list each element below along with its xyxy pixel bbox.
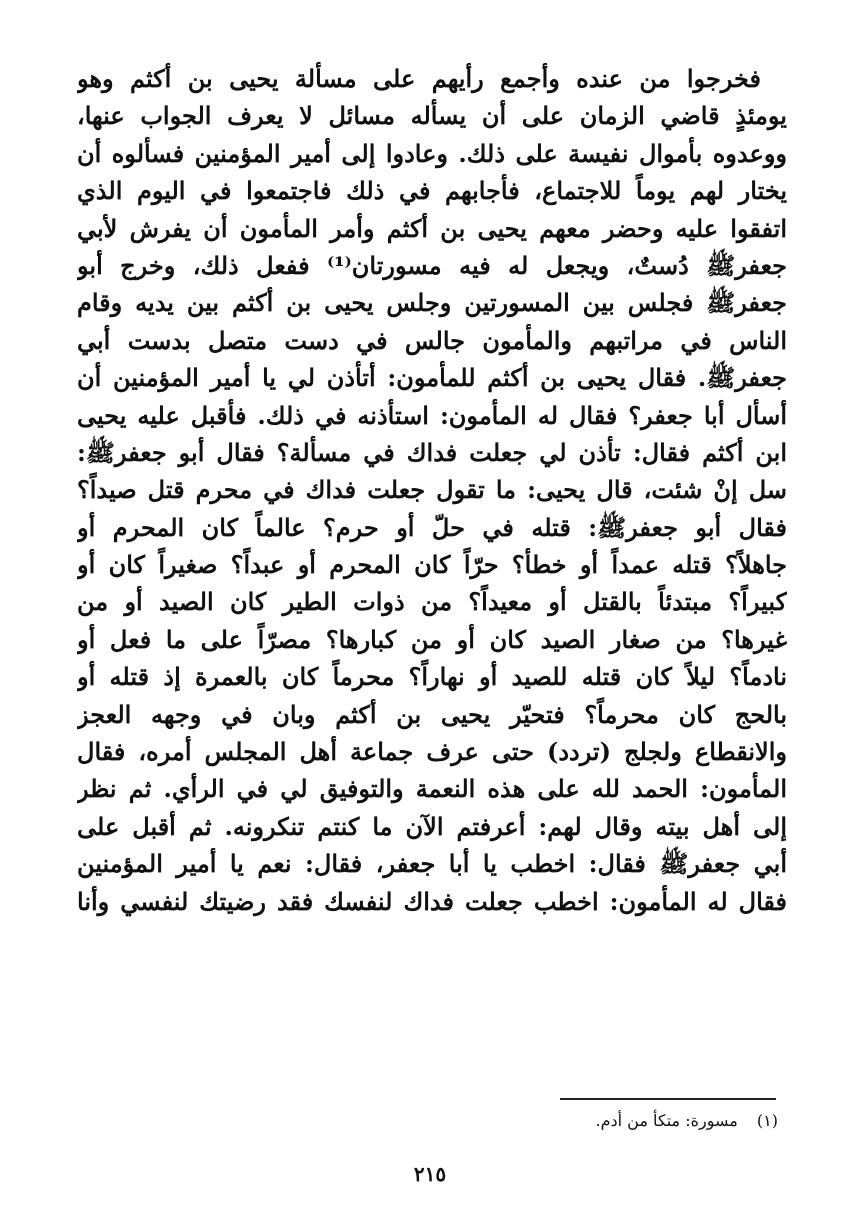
- text-line: الناس في مراتبهم والمأمون جالس في دست متصل بدست أبي: [77, 325, 787, 355]
- text-line: سل إنْ شئت، قال يحيى: ما تقول جعلت فداك في محرم قتل صيداً؟: [77, 475, 787, 505]
- text-line: يختار لهم يوماً للاجتماع، فأجابهم في ذلك فاجتمعوا في اليوم الذي: [77, 176, 787, 206]
- text-line: جعفرﷺ. فقال يحيى بن أكثم للمأمون: أتأذن لي يا أمير المؤمنين أن: [77, 363, 787, 393]
- text-line: يومئذٍ قاضي الزمان على أن يسأله مسائل لا يعرف الجواب عنها،: [77, 101, 787, 131]
- text-line: اتفقوا عليه وحضر معهم يحيى بن أكثم وأمر المأمون أن يفرش لأبي: [77, 213, 787, 243]
- page-number: ٢١٥: [413, 1162, 447, 1186]
- footnote: [420, 1110, 778, 1132]
- text-line: المأمون: الحمد لله على هذه النعمة والتوفيق لي في الرأي. ثم نظر: [77, 774, 787, 804]
- text-line: جعفرﷺ دُستٌ، ويجعل له فيه مسورتان⁽¹⁾ ففعل ذلك، وخرج أبو: [77, 250, 787, 280]
- text-line: أبي جعفرﷺ فقال: اخطب يا أبا جعفر، فقال: نعم يا أمير المؤمنين: [77, 849, 787, 879]
- text-line: ووعدوه بأموال نفيسة على ذلك. وعادوا إلى أمير المؤمنين فسألوه أن: [77, 138, 787, 168]
- text-line: فخرجوا من عنده وأجمع رأيهم على مسألة يحيى بن أكثم وهو: [77, 64, 761, 93]
- text-line: غيرها؟ من صغار الصيد كان أو من كبارها؟ مصرّاً على ما فعل أو: [77, 624, 787, 654]
- footnote-separator: [560, 1098, 776, 1100]
- text-line: إلى أهل بيته وقال لهم: أعرفتم الآن ما كنتم تنكرونه. ثم أقبل على: [77, 811, 787, 841]
- text-line: جاهلاً؟ قتله عمداً أو خطأ؟ حرّاً كان المحرم أو عبداً؟ صغيراً كان أو: [77, 550, 787, 580]
- text-line: ابن أكثم فقال: تأذن لي جعلت فداك في مسألة؟ فقال أبو جعفرﷺ:: [77, 437, 787, 467]
- footnote-text: مسورة: متكأ من أدم.: [595, 1111, 738, 1130]
- text-line: أسأل أبا جعفر؟ فقال له المأمون: استأذنه في ذلك. فأقبل عليه يحيى: [77, 400, 787, 430]
- text-line: جعفرﷺ فجلس بين المسورتين وجلس يحيى بن أكثم بين يديه وقام: [77, 288, 787, 318]
- text-line: والانقطاع ولجلج (تردد) حتى عرف جماعة أهل المجلس أمره، فقال: [77, 737, 787, 767]
- text-line: نادماً؟ ليلاً كان قتله للصيد أو نهاراً؟ محرماً كان بالعمرة إذ قتله أو: [77, 662, 787, 692]
- body-text: [77, 60, 787, 920]
- text-line: فقال له المأمون: اخطب جعلت فداك لنفسك فقد رضيتك لنفسي وأنا: [77, 886, 787, 916]
- text-line: كبيراً؟ مبتدئاً بالقتل أو معيداً؟ من ذوات الطير كان الصيد أو من: [77, 587, 787, 617]
- footnote-number: (١): [756, 1111, 778, 1130]
- text-line: بالحج كان محرماً؟ فتحيّر يحيى بن أكثم وبان في وجهه العجز: [77, 699, 787, 729]
- text-line: فقال أبو جعفرﷺ: قتله في حلّ أو حرم؟ عالماً كان المحرم أو: [77, 512, 787, 542]
